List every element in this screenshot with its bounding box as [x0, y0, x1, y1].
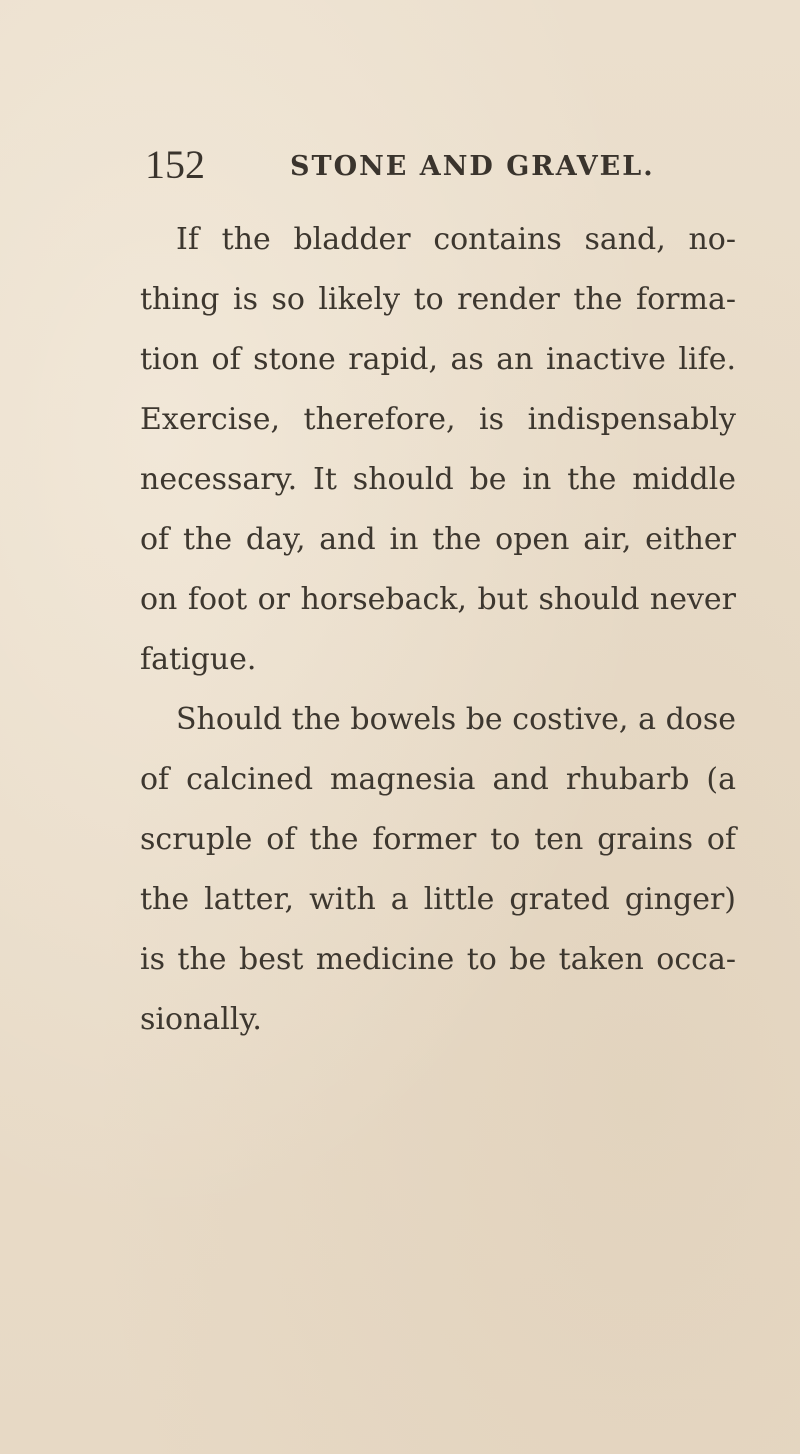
text-line: of calcined magnesia and rhubarb (a: [140, 762, 736, 797]
text-line: on foot or horseback, but should never: [140, 582, 736, 617]
text-line: sionally.: [140, 1002, 262, 1037]
text-line: tion of stone rapid, as an inactive life.: [140, 342, 736, 377]
paragraph-1: [140, 210, 736, 690]
text-line: Exercise, therefore, is indispensably: [140, 402, 736, 437]
text-line: of the day, and in the open air, either: [140, 522, 736, 557]
page-number: 152: [145, 142, 205, 187]
text-line: If the bladder contains sand, no-: [176, 222, 736, 257]
text-line: necessary. It should be in the middle: [140, 462, 736, 497]
text-line: thing is so likely to render the forma-: [140, 282, 736, 317]
text-line: fatigue.: [140, 642, 257, 677]
text-line: the latter, with a little grated ginger): [140, 882, 736, 917]
running-title: STONE AND GRAVEL.: [290, 151, 655, 182]
running-head: [145, 140, 765, 190]
paragraph-2: [140, 690, 736, 1050]
text-line: Should the bowels be costive, a dose: [176, 702, 736, 737]
text-line: is the best medicine to be taken occa-: [140, 942, 736, 977]
text-line: scruple of the former to ten grains of: [140, 822, 736, 857]
